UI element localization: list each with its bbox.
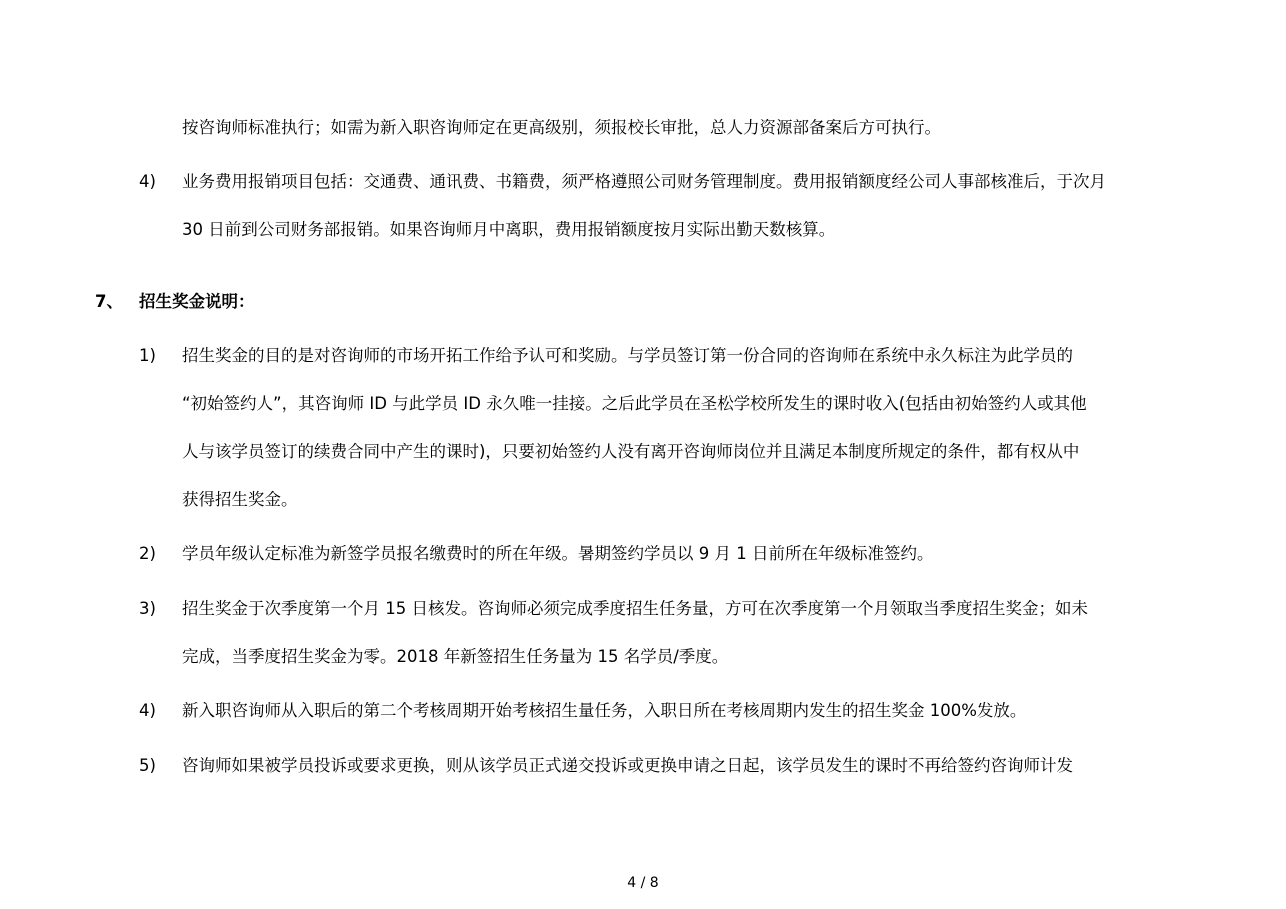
item-number: 5) xyxy=(139,756,156,775)
item-number: 2) xyxy=(139,544,156,563)
item-text-line: 新入职咨询师从入职后的第二个考核周期开始考核招生量任务，入职日所在考核周期内发生的招生奖金 100%发放。 xyxy=(182,701,1027,720)
item-text-line: 学员年级认定标准为新签学员报名缴费时的所在年级。暑期签约学员以 9 月 1 日前所在年级标准签约。 xyxy=(182,544,934,563)
item-number: 4) xyxy=(139,172,156,191)
section-title: 招生奖金说明： xyxy=(139,292,255,311)
item-text-line: 业务费用报销项目包括：交通费、通讯费、书籍费，须严格遵照公司财务管理制度。费用报销额度经公司人事部核准后，于次月 xyxy=(182,172,1106,191)
item-number: 1) xyxy=(139,346,156,365)
item-number: 3) xyxy=(139,599,156,618)
item-text-line: 完成，当季度招生奖金为零。2018 年新签招生任务量为 15 名学员/季度。 xyxy=(182,647,729,666)
item-number: 4) xyxy=(139,701,156,720)
item-text-line: 招生奖金于次季度第一个月 15 日核发。咨询师必须完成季度招生任务量，方可在次季度第一个月领取当季度招生奖金；如未 xyxy=(182,599,1088,618)
item-text-line: 30 日前到公司财务部报销。如果咨询师月中离职，费用报销额度按月实际出勤天数核算。 xyxy=(182,220,836,239)
continuation-line: 按咨询师标准执行；如需为新入职咨询师定在更高级别，须报校长审批，总人力资源部备案后方可执行。 xyxy=(182,118,941,137)
page-number: 4 / 8 xyxy=(627,875,659,891)
item-text-line: 人与该学员签订的续费合同中产生的课时)，只要初始签约人没有离开咨询师岗位并且满足本制度所规定的条件，都有权从中 xyxy=(182,442,1080,461)
item-text-line: “初始签约人”，其咨询师 ID 与此学员 ID 永久唯一挂接。之后此学员在圣松学校所发生的课时收入(包括由初始签约人或其他 xyxy=(182,394,1087,413)
section-number: 7、 xyxy=(95,292,123,311)
item-text-line: 获得招生奖金。 xyxy=(182,490,298,509)
item-text-line: 招生奖金的目的是对咨询师的市场开拓工作给予认可和奖励。与学员签订第一份合同的咨询师在系统中永久标注为此学员的 xyxy=(182,346,1073,365)
item-text-line: 咨询师如果被学员投诉或要求更换，则从该学员正式递交投诉或更换申请之日起，该学员发生的课时不再给签约咨询师计发 xyxy=(182,756,1073,775)
